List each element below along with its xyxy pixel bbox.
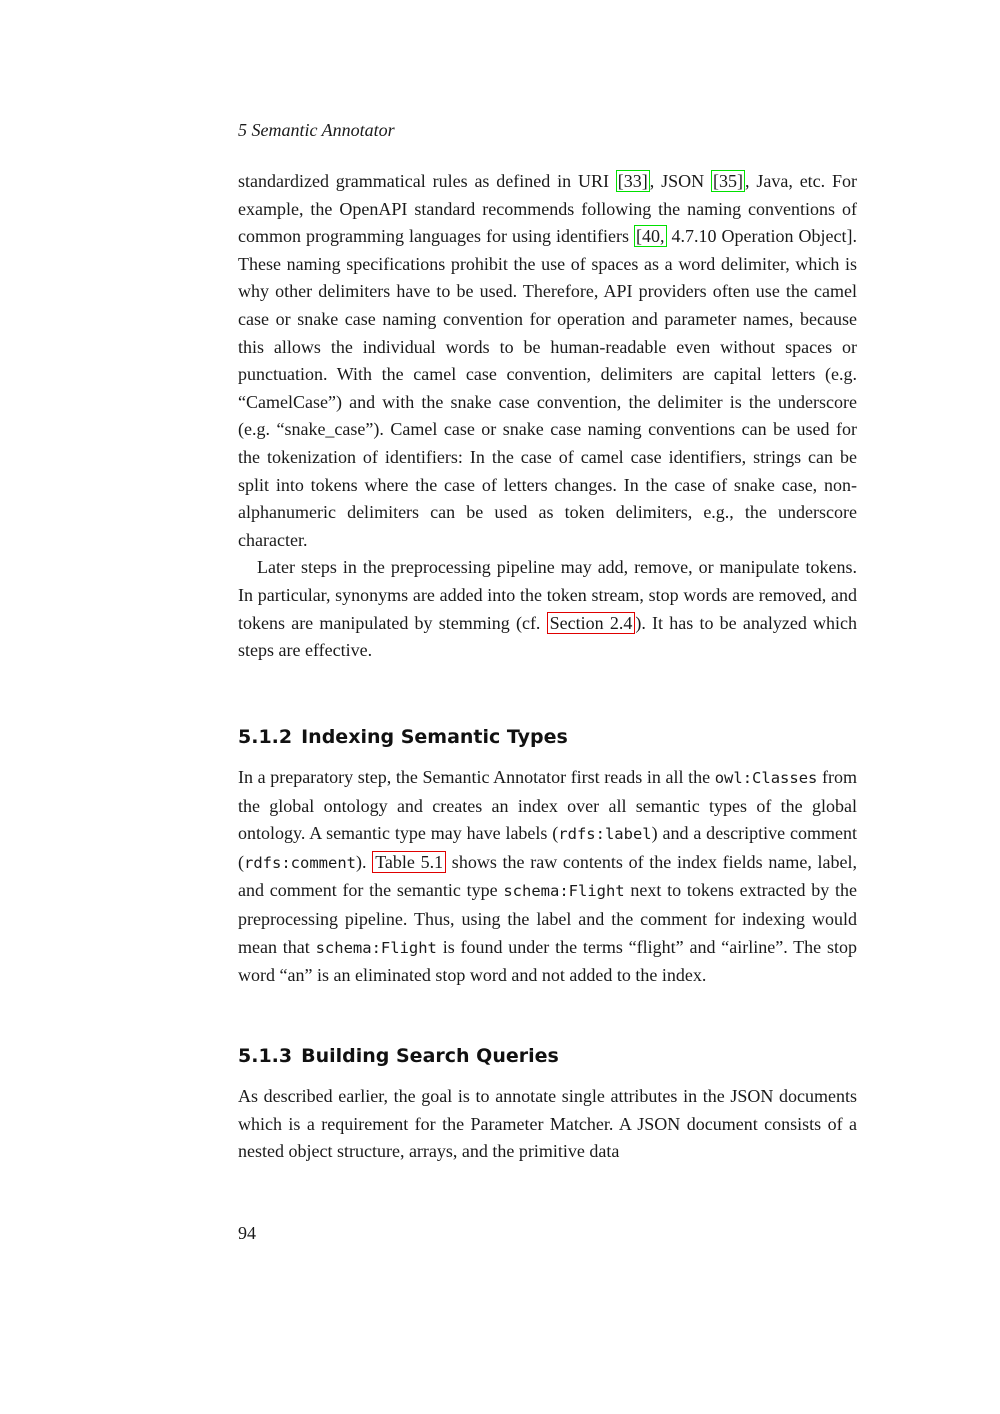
citation-link-openapi[interactable]: [40, <box>636 226 665 247</box>
code-rdfs-label: rdfs:label <box>558 825 652 844</box>
citation-link-uri[interactable]: [33] <box>617 171 648 191</box>
table-5-1-link[interactable]: Table 5.1 <box>372 851 446 873</box>
code-schema-flight: schema:Flight <box>315 938 437 957</box>
section-title: Building Search Queries <box>301 1045 559 1067</box>
code-rdfs-comment: rdfs:comment <box>244 853 356 872</box>
body-block-indexing <box>238 764 857 990</box>
section-heading-5-1-3 <box>238 1043 559 1069</box>
paragraph-naming-conventions: standardized grammatical rules as defined in URI [33] , JSON [35] , Java, etc. For example, the OpenAPI standard recommends following the naming conventions of common programming languages for using identifiers [40, 4.7.10 Operation Object]. These naming specifications prohibit the use of spaces as a word delimiter, which is why other delimiters have to be used. Therefore, API providers often use the camel case or snake case naming convention for operation and parameter names, because this allows the individual words to be human-readable even without spaces or punctuation. With the camel case convention, delimiters are capital letters (e.g. “CamelCase”) and with the snake case convention, the delimiter is the underscore (e.g. “snake_case”). Camel case or snake case naming conventions can be used for the tokenization of identifiers: In the case of camel case identifiers, strings can be split into tokens where the case of letters changes. In the case of snake case, non-alphanumeric delimiters can be used as token delimiters, e.g., the underscore character. <box>238 171 858 550</box>
citation-link-json[interactable]: [35] <box>713 171 744 191</box>
paragraph-building-search-queries: As described earlier, the goal is to annotate single attributes in the JSON documents which is a requirement for the Parameter Matcher. A JSON document consists of a nested object structure, arrays, and the primitive data <box>238 1086 857 1162</box>
paragraph-later-steps: Later steps in the preprocessing pipeline may add, remove, or manipulate tokens. In particular, synonyms are added into the token stream, stop words are removed, and tokens are manipulated by stemming (cf. Section 2.4 ). It has to be analyzed which steps are effective. <box>238 557 858 661</box>
code-schema-flight: schema:Flight <box>503 882 625 901</box>
section-heading-5-1-2 <box>238 724 568 750</box>
body-block-intro <box>238 168 857 665</box>
page-number: 94 <box>238 1223 256 1243</box>
section-title: Indexing Semantic Types <box>301 726 568 748</box>
section-2-4-link[interactable]: Section 2.4 <box>547 612 636 634</box>
code-owl-classes: owl:Classes <box>714 769 818 787</box>
running-head: 5 Semantic Annotator <box>238 120 395 140</box>
paragraph-indexing-semantic-types: In a preparatory step, the Semantic Annotator first reads in all the owl:Classes from the global ontology and creates an index over all semantic types of the global ontology. A semantic type may have labels (rdfs:label) and a descriptive comment (rdfs:comment). Table 5.1 shows the raw contents of the index fields name, label, and comment for the semantic type schema:Flight next to tokens extracted by the preprocessing pipeline. Thus, using the label and the comment for indexing would mean that schema:Flight is found under the terms “flight” and “airline”. The stop word “an” is an eliminated stop word and not added to the index. <box>238 767 857 986</box>
section-number: 5.1.2 <box>238 726 293 748</box>
body-block-search-queries <box>238 1083 857 1166</box>
section-number: 5.1.3 <box>238 1045 293 1067</box>
